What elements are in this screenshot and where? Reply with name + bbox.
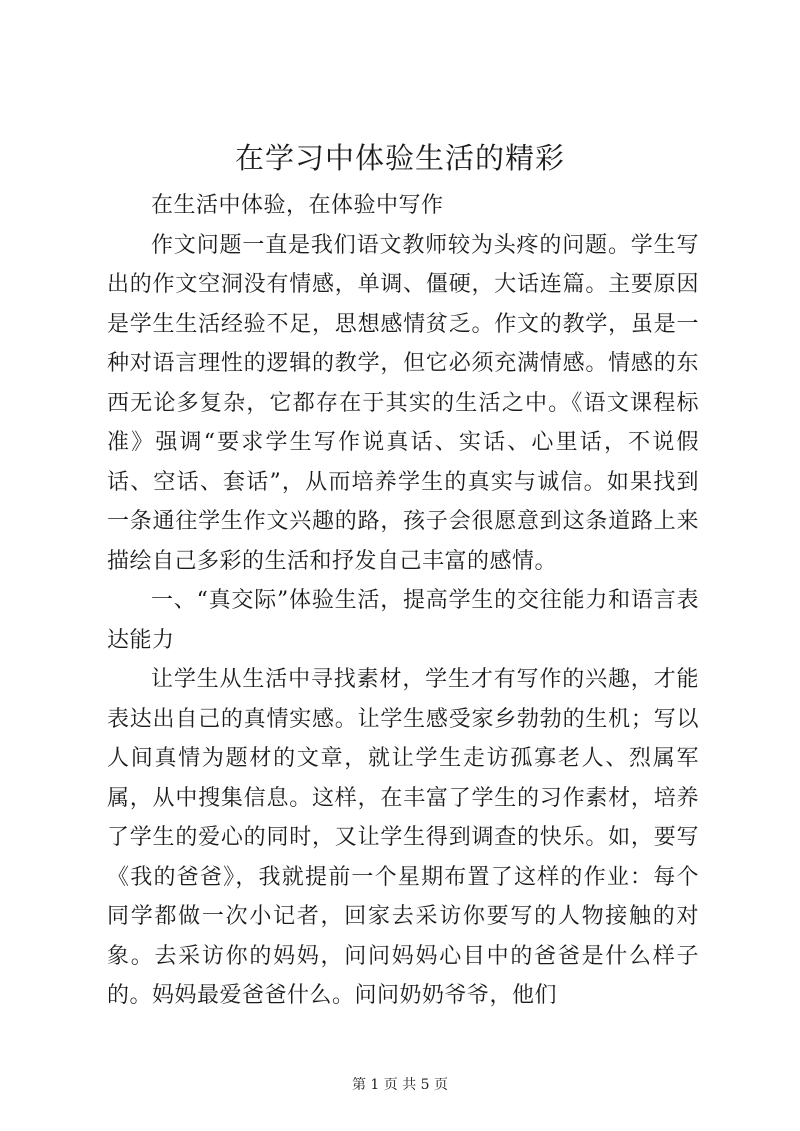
document-title: 在学习中体验生活的精彩 bbox=[234, 141, 565, 175]
subtitle-paragraph: 在生活中体验，在体验中写作 bbox=[151, 193, 444, 218]
section-heading-paragraph: 一、“真交际”体验生活，提高学生的交往能力和语言表达能力 bbox=[107, 588, 699, 653]
document-body bbox=[107, 186, 699, 1016]
body-paragraph: 让学生从生活中寻找素材，学生才有写作的兴趣，才能表达出自己的真情实感。让学生感受家乡勃勃的生机；写以人间真情为题材的文章，就让学生走访孤寡老人、烈属军属，从中搜集信息。这样，在丰富了学生的习作素材，培养了学生的爱心的同时，又让学生得到调查的快乐。如，要写《我的爸爸》，我就提前一个星期布置了这样的作业：每个同学都做一次小记者，回家去采访你要写的人物接触的对象。去采访你的妈妈，问问妈妈心目中的爸爸是什么样子的。妈妈最爱爸爸什么。问问奶奶爷爷，他们 bbox=[107, 667, 699, 1008]
page-footer: 第 1 页 共 5 页 bbox=[351, 1077, 449, 1093]
body-paragraph: 作文问题一直是我们语文教师较为头疼的问题。学生写出的作文空洞没有情感，单调、僵硬，大话连篇。主要原因是学生生活经验不足，思想感情贫乏。作文的教学，虽是一种对语言理性的逻辑的教学，但它必须充满情感。情感的东西无论多复杂，它都存在于其实的生活之中。《语文课程标准》强调“要求学生写作说真话、实话、心里话，不说假话、空话、套话”，从而培养学生的真实与诚信。如果找到一条通往学生作文兴趣的路，孩子会很愿意到这条道路上来描绘自己多彩的生活和抒发自己丰富的感情。 bbox=[107, 232, 699, 574]
